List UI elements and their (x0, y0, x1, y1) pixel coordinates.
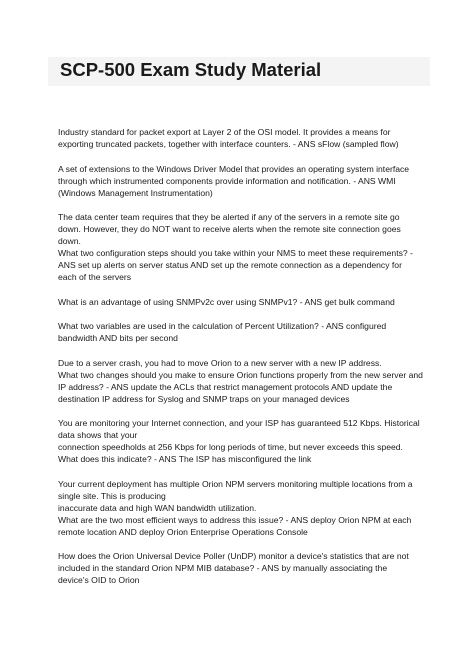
qa-line: Industry standard for packet export at Layer 2 of the OSI model. It provides a means for (58, 127, 391, 137)
qa-line: remote location AND deploy Orion Enterprise Operations Console (58, 526, 308, 537)
qa-line: What are the two most efficient ways to address this issue? - ANS deploy Orion NPM at each (58, 514, 412, 525)
qa-line: What two configuration steps should you take within your NMS to meet these requirements? - (58, 248, 413, 258)
qa-line: through which instrumented components provide information and notification. - ANS WMI (58, 175, 396, 186)
qa-entry (58, 126, 444, 150)
qa-line: down. (58, 236, 81, 246)
qa-line: You are monitoring your Internet connection, and your ISP has guaranteed 512 Kbps. Historical (58, 418, 420, 428)
qa-line: What is an advantage of using SNMPv2c over using SNMPv1? - ANS get bulk command (58, 296, 395, 307)
qa-line: included in the standard Orion NPM MIB database? - ANS by manually associating the (58, 563, 388, 573)
qa-entry (58, 320, 444, 344)
qa-line: inaccurate data and high WAN bandwidth utilization. (58, 502, 257, 513)
qa-entry (58, 417, 444, 465)
qa-entry (58, 163, 444, 199)
qa-line: Your current deployment has multiple Orion NPM servers monitoring multiple locations from a (58, 478, 413, 489)
qa-line: ANS set up alerts on server status AND set up the remote connection as a dependency for (58, 260, 402, 270)
qa-line: exporting truncated packets, together with interface counters. - ANS sFlow (sampled flow) (58, 139, 399, 149)
qa-line: each of the servers (58, 272, 132, 282)
qa-line: down. However, they do NOT want to receive alerts when the remote site connection goes (58, 224, 401, 234)
qa-line: single site. This is producing (58, 490, 166, 501)
qa-line: connection speedholds at 256 Kbps for long periods of time, but never exceeds this speed. (58, 442, 403, 452)
qa-line: The data center team requires that they be alerted if any of the servers in a remote site go (58, 212, 400, 222)
page-title: SCP-500 Exam Study Material (60, 59, 322, 80)
qa-line: A set of extensions to the Windows Driver Model that provides an operating system interface (58, 163, 410, 174)
qa-entry (58, 550, 444, 586)
qa-line: What does this indicate? - ANS The ISP has misconfigured the link (58, 454, 312, 464)
qa-entry (58, 211, 444, 283)
qa-line: device's OID to Orion (58, 575, 140, 585)
qa-line: IP address? - ANS update the ACLs that restrict management protocols AND update the (58, 381, 393, 392)
qa-line: bandwidth AND bits per second (58, 333, 178, 343)
qa-entry (58, 357, 444, 405)
qa-line: (Windows Management Instrumentation) (58, 187, 213, 198)
qa-line: Due to a server crash, you had to move Orion to a new server with a new IP address. (58, 357, 382, 368)
qa-entry (58, 296, 444, 308)
study-content (58, 126, 444, 599)
qa-line: data shows that your (58, 430, 138, 440)
qa-entry (58, 478, 444, 538)
qa-line: destination IP address for Syslog and SNMP traps on your managed devices (58, 393, 350, 404)
qa-line: What two changes should you make to ensure Orion functions properly from the new server and (58, 369, 423, 380)
qa-line: What two variables are used in the calculation of Percent Utilization? - ANS configured (58, 321, 387, 331)
qa-line: How does the Orion Universal Device Poller (UnDP) monitor a device's statistics that are not (58, 551, 409, 561)
